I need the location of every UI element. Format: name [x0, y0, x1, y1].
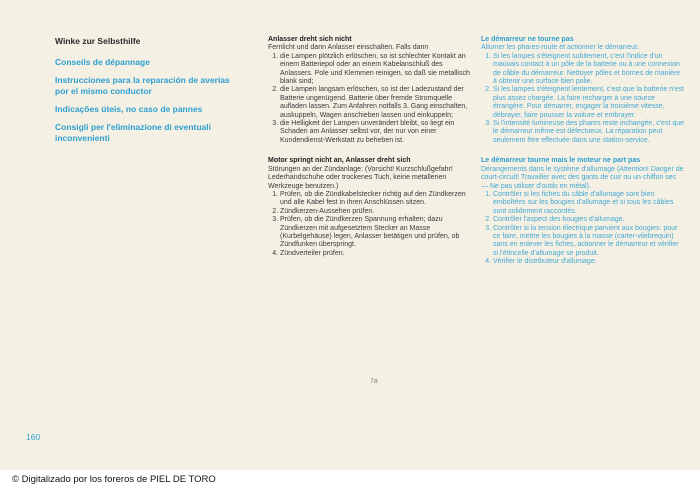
starter-not-turning-title-de: Anlasser dreht sich nicht	[268, 36, 352, 43]
german-column	[268, 36, 470, 258]
starter-intro-de: Fernlicht und dann Anlasser einschalten. Falls dann	[268, 44, 429, 52]
engine-not-starting-title-de: Motor springt nicht an, Anlasser dreht sich	[268, 157, 411, 165]
list-item: 2. Contrôler l'aspect des bougies d'allumage.	[493, 216, 684, 224]
french-column	[481, 36, 684, 267]
page-number: 160	[26, 432, 41, 442]
heading-french: Conseils de dépannage	[55, 57, 150, 67]
ignition-intro-fr: Dérangements dans le système d'allumage (Attention! Danger de court-circuit! Travailler avec des gants de cuir ou un chiffon sec — Ne pas utiliser d'outils en métal).	[481, 165, 684, 190]
list-item: 1. Prüfen, ob die Zündkabelstecker richtig auf den Zündkerzen und alle Kabel fest in ihren Anschlüssen sitzen.	[280, 191, 470, 208]
list-item: 1. Contrôler si les fiches du câble d'allumage sont bien emboîtées sur les bougies d'allumage et si tous les câbles sont solidement raccordés.	[493, 191, 684, 216]
starter-steps-fr	[481, 53, 684, 145]
list-item: 1. Si les lampes s'éteignent subitement, c'est l'indice d'un mauvais contact à un pôle de la batterie ou à une connexion de câble du démarreur. Nettoyer pôles et bornes de manière à obtenir une surface bien polie.	[493, 53, 684, 87]
heading-italian: Consigli per l'eliminazione di eventuali inconvenienti	[55, 122, 211, 143]
heading-portuguese: Indicações úteis, no caso de pannes	[55, 104, 203, 114]
list-item: 2. die Lampen langsam erlöschen, so ist der Ladezustand der Batterie ungenügend. Batterie über fremde Stromquelle aufladen lassen. Zum Anfahren notfalls 3. Gang einschalten, auskuppeln, Wagen anschieben lassen und einkuppeln;	[280, 86, 470, 120]
starter-not-turning-title-fr: Le démarreur ne tourne pas	[481, 36, 574, 43]
engine-not-starting-title-fr: Le démarreur tourne mais le moteur ne part pas	[481, 157, 641, 165]
starter-steps-de	[268, 53, 470, 145]
page-mark: 7a	[370, 378, 378, 385]
list-item: 2. Si les lampes s'éteignent lentement, c'est que la batterie n'est plus assez chargée. La faire recharger à une source étrangère. Pour démarrer, engager la troisième vitesse, débrayer, faire pousser la voiture et embrayer.	[493, 86, 684, 120]
scan-credit: © Digitalizado por los foreros de PIEL DE TORO	[12, 474, 216, 485]
section-title-german: Winke zur Selbsthilfe	[55, 36, 141, 46]
list-item: 1. die Lampen plötzlich erlöschen, so ist schlechter Kontakt an einem Batteriepol oder an einem Kabelanschluß des Anlassers. Pole und Klemmen reinigen, so daß sie metallisch blank sind;	[280, 53, 470, 87]
list-item: 4. Zündverteiler prüfen.	[280, 250, 470, 258]
heading-spanish: Instrucciones para la reparación de averías por el mismo conductor	[55, 75, 230, 96]
ignition-intro-de: Störungen an der Zündanlage: (Vorsicht! Kurzschlußgefahr! Lederhandschuhe oder trockenes Tuch, keine metallenen Werkzeuge benutzen.)	[268, 165, 453, 190]
list-item: 3. Contrôler si la tension électrique parvient aux bougies: pour ce faire, mettre les bougies à la masse (carter-vilebrequin) sans en enlever les fiches, actionner le démarreur et vérifier si l'étincelle d'allumage se produit.	[493, 225, 684, 259]
list-item: 3. die Helligkeit der Lampen unverändert bleibt, so liegt ein Schaden am Anlasser selbst vor, der nur von einer Kundendienst-Werkstatt zu beheben ist.	[280, 120, 470, 145]
list-item: 4. Vérifier le distributeur d'allumage.	[493, 258, 684, 266]
language-headings-column	[55, 36, 245, 151]
list-item: 3. Prüfen, ob die Zündkerzen Spannung erhalten; dazu Zündkerzen mit aufgesetztem Stecker an Masse (Kurbelgehäuse) legen, Anlasser betätigen und prüfen, ob Zündfunken überspringt.	[280, 216, 470, 250]
list-item: 3. Si l'intensité lumineuse des phares reste inchangée, c'est que le démarreur même est défectueux. La réparation peut seulement être effectuée dans une station-service.	[493, 120, 684, 145]
starter-intro-fr: Allumer les phares-route et actionner le démarreur.	[481, 44, 639, 52]
list-item: 2. Zündkerzen-Aussehen prüfen.	[280, 208, 470, 216]
ignition-steps-fr	[481, 191, 684, 267]
ignition-steps-de	[268, 191, 470, 258]
